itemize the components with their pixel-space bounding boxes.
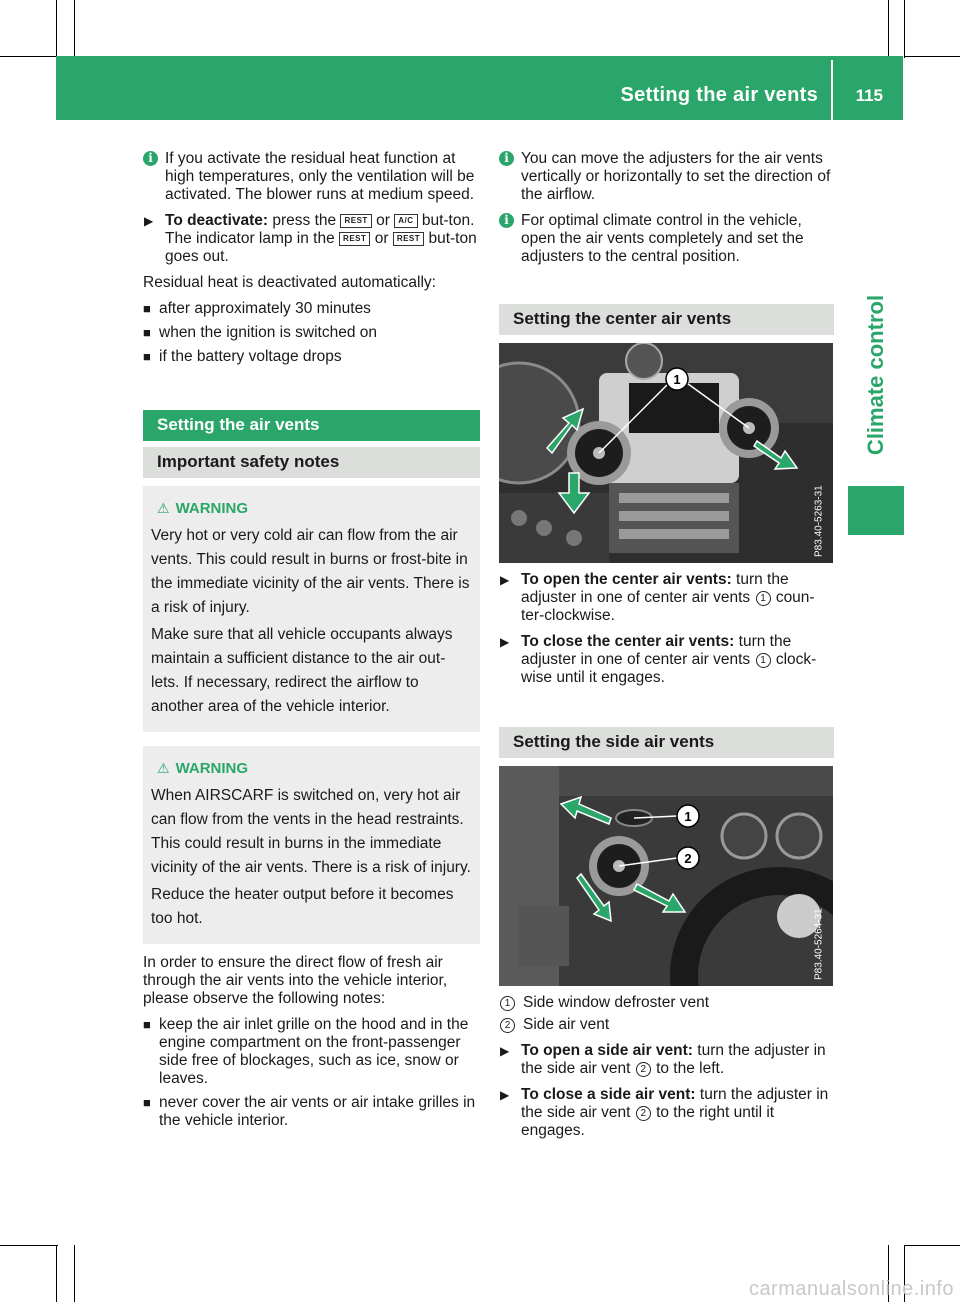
info-icon: i (499, 213, 514, 228)
close-center-step: ▶ To close the center air vents: turn the adjuster in one of center air vents 1 clock-wise until it engages. (500, 633, 817, 686)
step-arrow-icon: ▶ (144, 214, 154, 228)
callout-label: 1 (673, 372, 681, 387)
legend-item: 1 Side window defroster vent (499, 994, 834, 1012)
crop-mark (56, 1245, 57, 1302)
warning-text: Reduce the heater output before it becomes too hot. (151, 886, 454, 927)
subsection-heading: Important safety notes (143, 447, 480, 478)
list-item: ■ keep the air inlet grille on the hood and in the engine compartment on the front-passenger side free of blockages, such as ice, snow or leaves. (143, 1016, 469, 1087)
warning-box (143, 746, 480, 944)
callout-label: 1 (684, 809, 692, 824)
page-number: 115 (855, 86, 883, 105)
info-icon: i (143, 151, 158, 166)
warning-text: When AIRSCARF is switched on, very hot air can flow from the vents in the head restraints. This could result in burns in the immediate vicinity of the air vents. There is a risk of injury. (151, 787, 471, 876)
ac-rest-button-icon: A/C (394, 214, 417, 228)
subsection-heading: Setting the center air vents (499, 304, 834, 335)
step-arrow-icon: ▶ (500, 635, 510, 649)
info-note: i You can move the adjusters for the air vents vertically or horizontally to set the direction of the airflow. (499, 150, 834, 204)
rest-button-icon: REST (340, 214, 371, 228)
header-divider (831, 60, 833, 120)
chapter-label: Climate control (863, 294, 888, 456)
image-code: P83.40-5263-31 (814, 485, 825, 557)
callout-number: 1 (756, 591, 771, 606)
section-heading: Setting the air vents (143, 410, 480, 441)
crop-mark (904, 1245, 960, 1246)
bullet-icon: ■ (143, 349, 151, 364)
image-code: P83.40-5264-31 (814, 908, 825, 980)
crop-mark (904, 0, 905, 58)
crop-mark (904, 56, 960, 57)
crop-mark (0, 56, 58, 57)
callout-number: 2 (636, 1062, 651, 1077)
center-vents-illustration (499, 343, 833, 563)
rest-button-icon: REST (339, 232, 370, 246)
warning-box (143, 486, 480, 732)
subsection-heading: Setting the side air vents (499, 727, 834, 758)
warning-triangle-icon: ⚠ (157, 760, 170, 776)
crop-mark (74, 1245, 75, 1302)
crop-mark (56, 0, 57, 58)
chapter-tab (848, 270, 904, 480)
bullet-icon: ■ (143, 1095, 151, 1110)
legend-item: 2 Side air vent (499, 1016, 834, 1034)
page-header (56, 56, 903, 120)
bullet-icon: ■ (143, 325, 151, 340)
info-icon: i (499, 151, 514, 166)
residual-intro: Residual heat is deactivated automatically: (143, 274, 436, 291)
watermark: carmanualsonline.info (748, 1278, 954, 1300)
center-vents-photo (499, 343, 833, 563)
callout-number: 2 (636, 1106, 651, 1121)
notes-intro: In order to ensure the direct flow of fresh air through the air vents into the vehicle interior, please observe the following notes: (143, 954, 448, 1007)
close-side-step: ▶ To close a side air vent: turn the adjuster in the side air vent 2 to the right until it engages. (500, 1086, 829, 1139)
warning-heading: ⚠ WARNING (157, 760, 249, 777)
side-vents-illustration (499, 766, 833, 986)
crop-mark (0, 1245, 58, 1246)
list-item: ■ when the ignition is switched on (143, 324, 377, 341)
open-side-step: ▶ To open a side air vent: turn the adjuster in the side air vent 2 to the left. (500, 1042, 826, 1077)
list-item: ■ never cover the air vents or air intake grilles in the vehicle interior. (143, 1094, 476, 1129)
step-arrow-icon: ▶ (500, 1044, 510, 1058)
open-center-step: ▶ To open the center air vents: turn the adjuster in one of center air vents 1 coun-ter-clockwise. (500, 571, 815, 624)
info-note: i If you activate the residual heat function at high temperatures, only the ventilation will be activated. The blower runs at medium speed. (143, 150, 480, 204)
warning-triangle-icon: ⚠ (157, 500, 170, 516)
left-column (143, 150, 480, 1136)
chapter-marker (848, 486, 904, 535)
callout-label: 2 (684, 851, 692, 866)
step-arrow-icon: ▶ (500, 1088, 510, 1102)
warning-text: Make sure that all vehicle occupants always maintain a sufficient distance to the air out-lets. If necessary, redirect the airflow to another area of the vehicle interior. (151, 626, 453, 715)
callout-number: 1 (756, 653, 771, 668)
crop-mark (74, 0, 75, 58)
side-vents-photo (499, 766, 833, 986)
warning-heading: ⚠ WARNING (157, 500, 249, 517)
callout-number: 2 (500, 1018, 515, 1033)
info-note: i For optimal climate control in the vehicle, open the air vents completely and set the adjusters to the central position. (499, 212, 834, 266)
bullet-icon: ■ (143, 301, 151, 316)
list-item: ■ if the battery voltage drops (143, 348, 342, 365)
list-item: ■ after approximately 30 minutes (143, 300, 371, 317)
crop-mark (888, 0, 889, 58)
right-column (499, 150, 834, 1148)
bullet-icon: ■ (143, 1017, 151, 1032)
warning-text: Very hot or very cold air can flow from the air vents. This could result in burns or frost-bite in the immediate vicinity of the air vents. There is a risk of injury. (151, 527, 470, 616)
callout-number: 1 (500, 996, 515, 1011)
page-title: Setting the air vents (620, 84, 818, 106)
deactivate-step: ▶ To deactivate: press the REST or A/C but-ton. The indicator lamp in the REST or REST but-ton goes out. (144, 212, 477, 265)
step-arrow-icon: ▶ (500, 573, 510, 587)
ac-rest-button-icon: REST (393, 232, 424, 246)
